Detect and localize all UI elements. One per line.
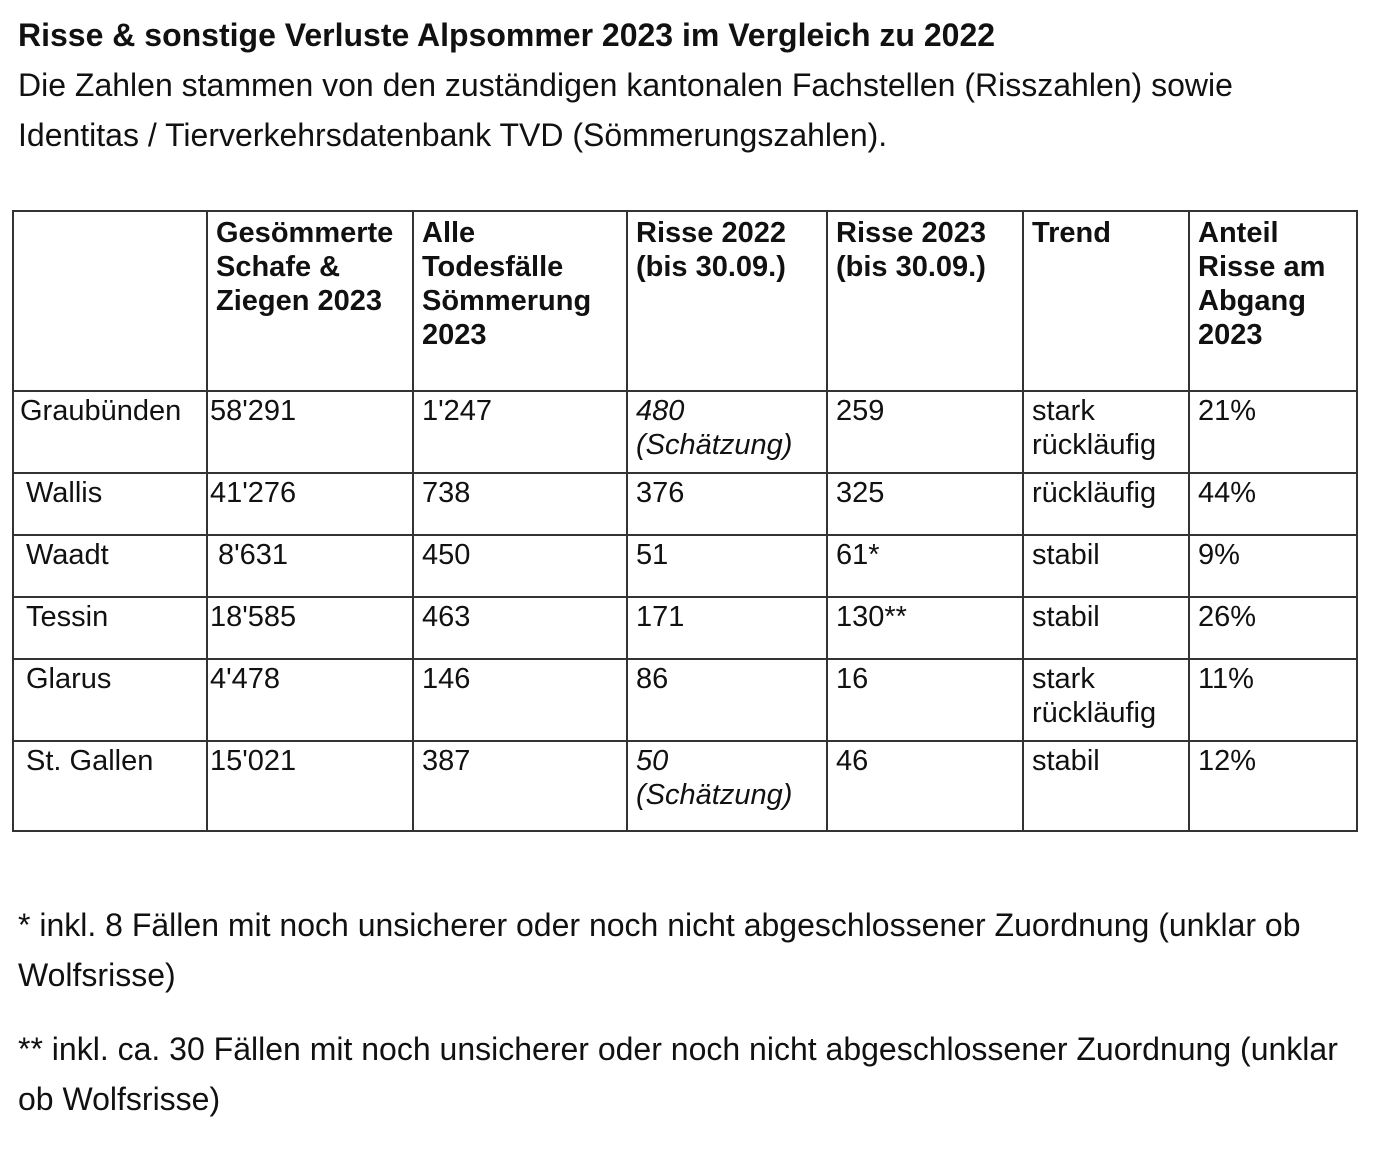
intro-line-1: Die Zahlen stammen von den zuständigen kantonalen Fachstellen (Risszahlen) sowie — [18, 67, 1233, 103]
cell-kills-2022 — [627, 741, 827, 831]
header-trend: Trend — [1023, 211, 1189, 391]
intro-line-2: Identitas / Tierverkehrsdatenbank TVD (Sömmerungszahlen). — [18, 117, 888, 153]
header-sheep-goats: Gesömmerte Schafe & Ziegen 2023 — [207, 211, 413, 391]
table-row — [13, 473, 1357, 535]
table-row — [13, 659, 1357, 741]
cell-share: 21% — [1189, 391, 1357, 473]
cell-deaths: 450 — [413, 535, 627, 597]
cell-sheep-goats: 58'291 — [207, 391, 413, 473]
cell-kills-2023: 16 — [827, 659, 1023, 741]
cell-share: 9% — [1189, 535, 1357, 597]
cell-trend: stark rückläufig — [1023, 391, 1189, 473]
losses-table — [12, 210, 1358, 832]
header-share: Anteil Risse am Abgang 2023 — [1189, 211, 1357, 391]
cell-kills-2023: 259 — [827, 391, 1023, 473]
cell-kills-2023: 61* — [827, 535, 1023, 597]
footnote-single-asterisk: * inkl. 8 Fällen mit noch unsicherer oder noch nicht abgeschlossener Zuordnung (unklar ob Wolfsrisse) — [18, 907, 1301, 993]
cell-kills-2022: 376 — [627, 473, 827, 535]
cell-region: Graubünden — [13, 391, 207, 473]
table-header-row — [13, 211, 1357, 391]
cell-deaths: 387 — [413, 741, 627, 831]
cell-kills-2022: 86 — [627, 659, 827, 741]
cell-region: Wallis — [13, 473, 207, 535]
cell-share: 44% — [1189, 473, 1357, 535]
cell-kills-2022 — [627, 391, 827, 473]
cell-deaths: 463 — [413, 597, 627, 659]
document-intro — [18, 60, 1390, 160]
table-row — [13, 741, 1357, 831]
cell-share: 12% — [1189, 741, 1357, 831]
cell-deaths: 738 — [413, 473, 627, 535]
table-row — [13, 535, 1357, 597]
cell-trend: stabil — [1023, 535, 1189, 597]
kills-2022-value: 480 — [636, 395, 685, 427]
cell-share: 26% — [1189, 597, 1357, 659]
cell-kills-2022: 171 — [627, 597, 827, 659]
cell-trend: stark rückläufig — [1023, 659, 1189, 741]
kills-2022-value: 50 — [636, 745, 669, 777]
table-row — [13, 597, 1357, 659]
cell-region: Waadt — [13, 535, 207, 597]
cell-deaths: 146 — [413, 659, 627, 741]
cell-share: 11% — [1189, 659, 1357, 741]
header-region — [13, 211, 207, 391]
cell-kills-2022: 51 — [627, 535, 827, 597]
cell-sheep-goats: 4'478 — [207, 659, 413, 741]
cell-region: Tessin — [13, 597, 207, 659]
cell-sheep-goats: 18'585 — [207, 597, 413, 659]
header-kills-2023: Risse 2023 (bis 30.09.) — [827, 211, 1023, 391]
cell-sheep-goats: 15'021 — [207, 741, 413, 831]
kills-2022-note: (Schätzung) — [636, 779, 793, 811]
document-page — [18, 14, 1390, 160]
cell-trend: stabil — [1023, 741, 1189, 831]
header-all-deaths: Alle Todesfälle Sömmerung 2023 — [413, 211, 627, 391]
header-kills-2022: Risse 2022 (bis 30.09.) — [627, 211, 827, 391]
cell-kills-2023: 130** — [827, 597, 1023, 659]
table-row — [13, 391, 1357, 473]
cell-kills-2023: 325 — [827, 473, 1023, 535]
cell-kills-2023: 46 — [827, 741, 1023, 831]
footnotes — [0, 900, 1372, 1148]
cell-sheep-goats: 8'631 — [207, 535, 413, 597]
kills-2022-note: (Schätzung) — [636, 429, 793, 461]
cell-trend: stabil — [1023, 597, 1189, 659]
cell-sheep-goats: 41'276 — [207, 473, 413, 535]
document-title: Risse & sonstige Verluste Alpsommer 2023 im Vergleich zu 2022 — [18, 17, 996, 53]
cell-deaths: 1'247 — [413, 391, 627, 473]
footnote-double-asterisk: ** inkl. ca. 30 Fällen mit noch unsicherer oder noch nicht abgeschlossener Zuordnung (unklar ob Wolfsrisse) — [18, 1031, 1338, 1117]
cell-region: Glarus — [13, 659, 207, 741]
cell-region: St. Gallen — [13, 741, 207, 831]
cell-trend: rückläufig — [1023, 473, 1189, 535]
